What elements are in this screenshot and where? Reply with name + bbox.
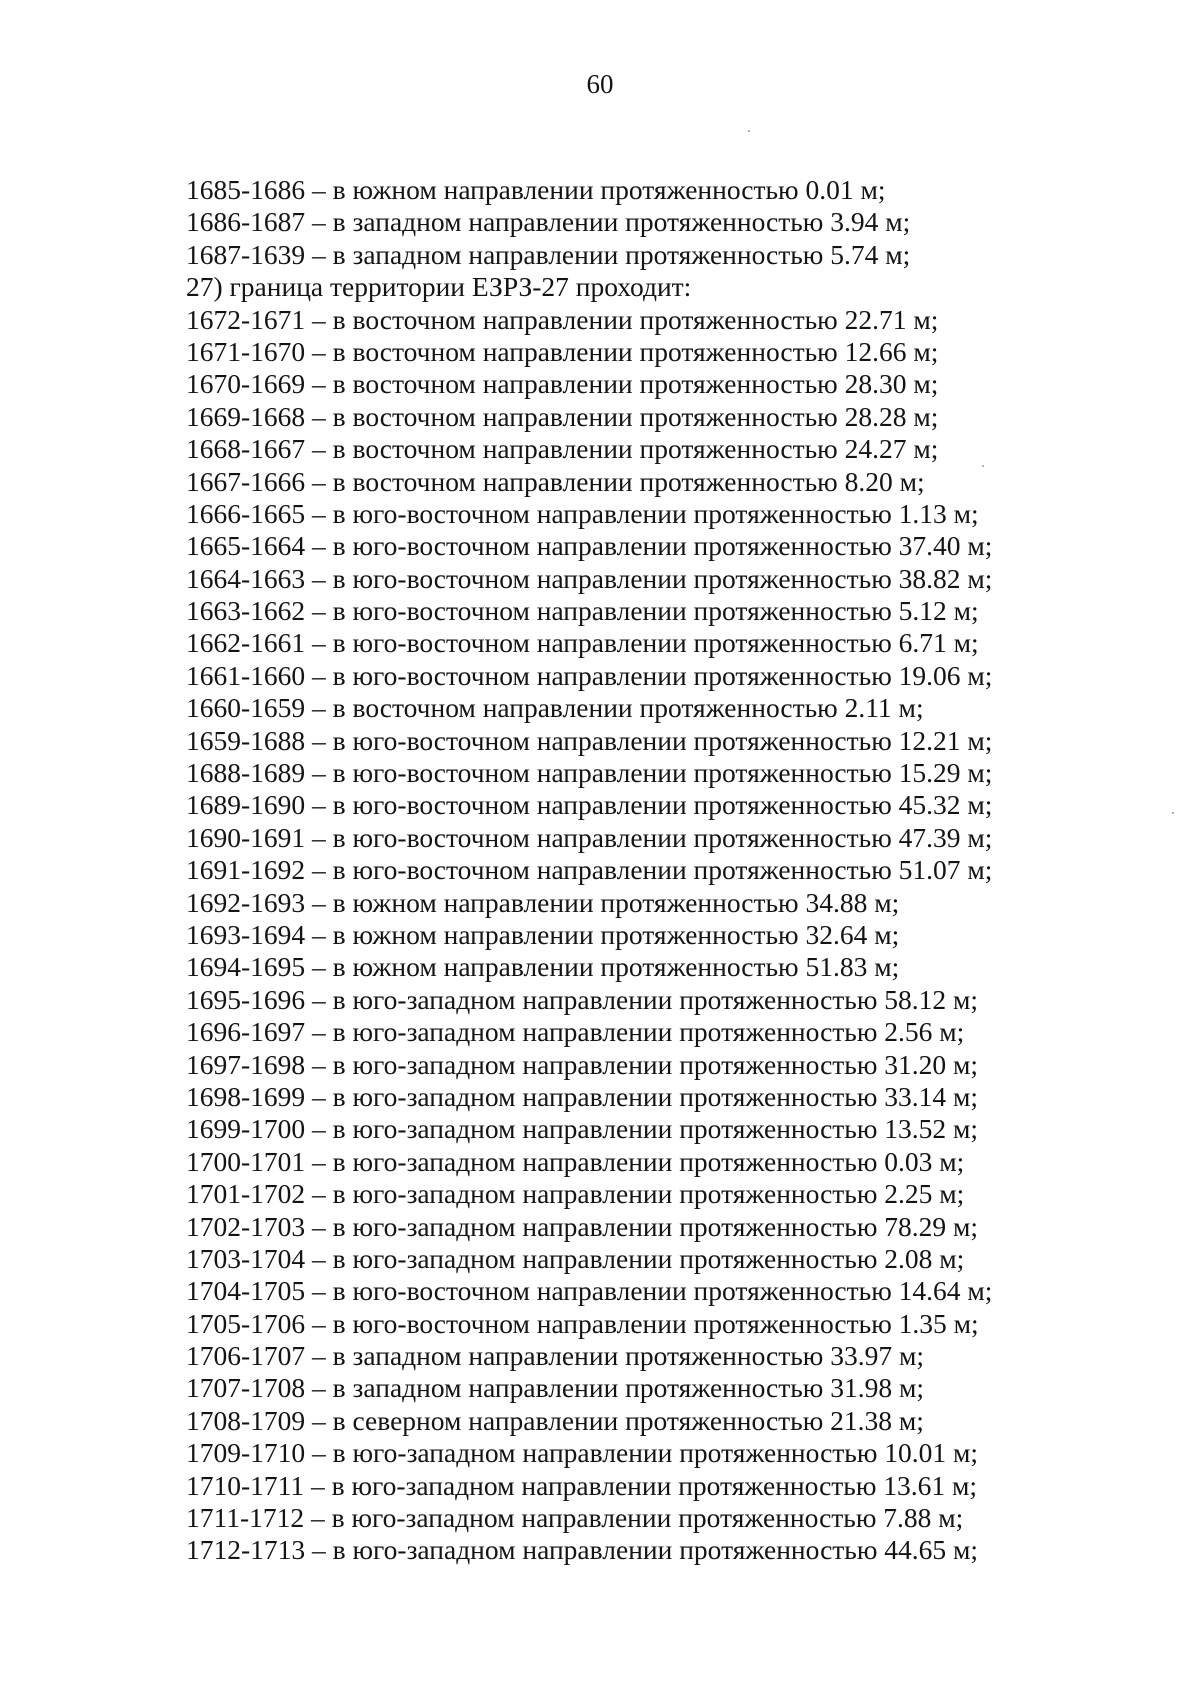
text-line: 1705-1706 – в юго-восточном направлении протяженностью 1.35 м; xyxy=(186,1307,979,1339)
text-line: 1671-1670 – в восточном направлении протяженностью 12.66 м; xyxy=(186,335,939,367)
text-line: 1707-1708 – в западном направлении протяженностью 31.98 м; xyxy=(186,1372,925,1404)
text-line: 1700-1701 – в юго-западном направлении протяженностью 0.03 м; xyxy=(186,1145,965,1177)
section-heading: 27) граница территории ЕЗРЗ-27 проходит: xyxy=(186,271,692,303)
scan-speck xyxy=(748,130,750,132)
text-line: 1699-1700 – в юго-западном направлении протяженностью 13.52 м; xyxy=(186,1113,979,1145)
text-line: 1685-1686 – в южном направлении протяженностью 0.01 м; xyxy=(186,174,886,205)
page-number: 60 xyxy=(586,69,614,99)
text-line: 1693-1694 – в южном направлении протяженностью 32.64 м; xyxy=(186,918,900,950)
text-line: 1663-1662 – в юго-восточном направлении протяженностью 5.12 м; xyxy=(186,595,979,627)
boundary-description xyxy=(186,174,1086,1567)
text-line: 1709-1710 – в юго-западном направлении протяженностью 10.01 м; xyxy=(186,1437,979,1469)
text-line: 1701-1702 – в юго-западном направлении протяженностью 2.25 м; xyxy=(186,1178,965,1210)
text-line: 1687-1639 – в западном направлении протяженностью 5.74 м; xyxy=(186,238,911,270)
text-line: 1688-1689 – в юго-восточном направлении протяженностью 15.29 м; xyxy=(186,757,993,789)
text-line: 1672-1671 – в восточном направлении протяженностью 22.71 м; xyxy=(186,303,939,335)
text-line: 1686-1687 – в западном направлении протяженностью 3.94 м; xyxy=(186,206,911,238)
text-line: 1660-1659 – в восточном направлении протяженностью 2.11 м; xyxy=(186,692,924,724)
text-line: 1689-1690 – в юго-восточном направлении протяженностью 45.32 м; xyxy=(186,789,993,821)
text-line: 1703-1704 – в юго-западном направлении протяженностью 2.08 м; xyxy=(186,1242,965,1274)
text-line: 1711-1712 – в юго-западном направлении протяженностью 7.88 м; xyxy=(186,1502,964,1534)
text-line: 1708-1709 – в северном направлении протяженностью 21.38 м; xyxy=(186,1404,924,1436)
scan-speck xyxy=(1172,812,1174,814)
text-line: 1694-1695 – в южном направлении протяженностью 51.83 м; xyxy=(186,951,900,983)
text-line: 1666-1665 – в юго-восточном направлении протяженностью 1.13 м; xyxy=(186,497,979,529)
text-line: 1690-1691 – в юго-восточном направлении протяженностью 47.39 м; xyxy=(186,821,993,853)
text-line: 1661-1660 – в юго-восточном направлении протяженностью 19.06 м; xyxy=(186,659,993,691)
text-line: 1665-1664 – в юго-восточном направлении протяженностью 37.40 м; xyxy=(186,530,993,562)
text-line: 1696-1697 – в юго-западном направлении протяженностью 2.56 м; xyxy=(186,1016,965,1048)
text-line: 1706-1707 – в западном направлении протяженностью 33.97 м; xyxy=(186,1340,925,1372)
text-line: 1698-1699 – в юго-западном направлении протяженностью 33.14 м; xyxy=(186,1080,979,1112)
text-line: 1712-1713 – в юго-западном направлении протяженностью 44.65 м; xyxy=(186,1534,979,1566)
text-line: 1670-1669 – в восточном направлении протяженностью 28.30 м; xyxy=(186,368,939,400)
text-line: 1702-1703 – в юго-западном направлении протяженностью 78.29 м; xyxy=(186,1210,979,1242)
text-line: 1659-1688 – в юго-восточном направлении протяженностью 12.21 м; xyxy=(186,724,993,756)
text-line: 1662-1661 – в юго-восточном направлении протяженностью 6.71 м; xyxy=(186,627,979,659)
text-line: 1669-1668 – в восточном направлении протяженностью 28.28 м; xyxy=(186,400,939,432)
text-line: 1695-1696 – в юго-западном направлении протяженностью 58.12 м; xyxy=(186,983,979,1015)
text-line: 1704-1705 – в юго-восточном направлении протяженностью 14.64 м; xyxy=(186,1275,993,1307)
text-line: 1667-1666 – в восточном направлении протяженностью 8.20 м; xyxy=(186,465,925,497)
scan-speck xyxy=(982,465,984,467)
text-line: 1697-1698 – в юго-западном направлении протяженностью 31.20 м; xyxy=(186,1048,979,1080)
text-line: 1668-1667 – в восточном направлении протяженностью 24.27 м; xyxy=(186,433,939,465)
text-line: 1664-1663 – в юго-восточном направлении протяженностью 38.82 м; xyxy=(186,562,993,594)
text-line: 1710-1711 – в юго-западном направлении протяженностью 13.61 м; xyxy=(186,1469,978,1501)
text-line: 1691-1692 – в юго-восточном направлении протяженностью 51.07 м; xyxy=(186,854,993,886)
text-line: 1692-1693 – в южном направлении протяженностью 34.88 м; xyxy=(186,886,900,918)
